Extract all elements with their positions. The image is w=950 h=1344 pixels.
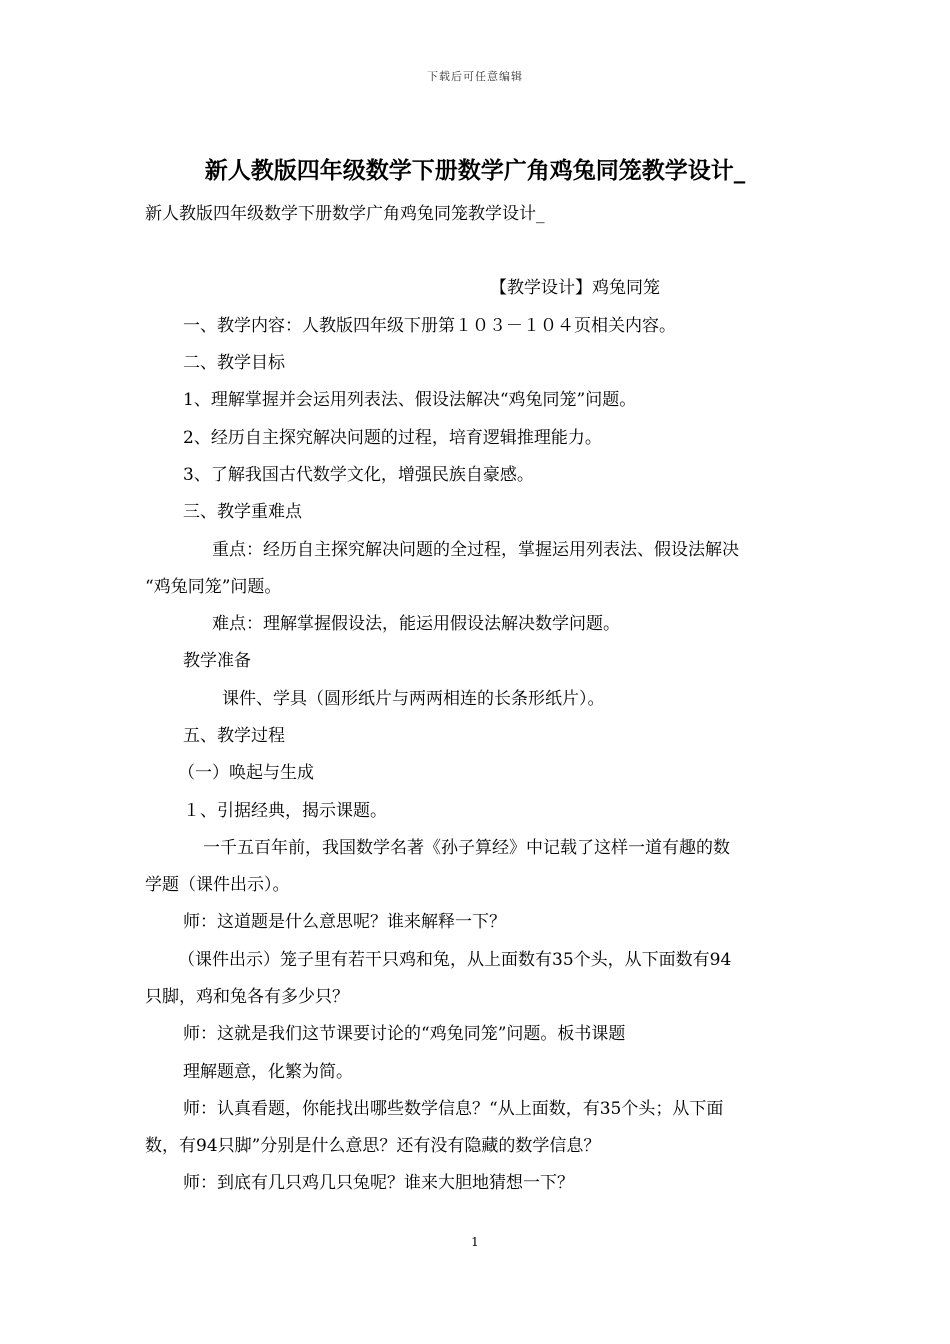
subtitle: 新人教版四年级数学下册数学广角鸡兔同笼教学设计_ — [145, 204, 545, 224]
goals-heading: 二、教学目标 — [183, 353, 285, 373]
difficulty-text: 难点：理解掌握假设法，能运用假设法解决数学问题。 — [212, 614, 620, 634]
download-note: 下载后可任意编辑 — [427, 70, 523, 83]
goal-item-1: 1、理解掌握并会运用列表法、假设法解决“鸡兔同笼”问题。 — [183, 390, 637, 410]
teacher-line-4: 师：到底有几只鸡几只兔呢？谁来大胆地猜想一下？ — [183, 1173, 574, 1193]
problem-line-b: 只脚，鸡和兔各有多少只？ — [145, 987, 349, 1007]
prep-heading: 教学准备 — [183, 651, 251, 671]
problem-line-a: （课件出示）笼子里有若干只鸡和兔，从上面数有35个头，从下面数有94 — [178, 950, 732, 970]
teacher-line-1: 师：这道题是什么意思呢？谁来解释一下？ — [183, 912, 506, 932]
goal-item-2: 2、经历自主探究解决问题的过程，培育逻辑推理能力。 — [183, 428, 602, 448]
content-line: 一、教学内容：人教版四年级下册第１０３－１０４页相关内容。 — [183, 316, 676, 336]
teacher-line-3a: 师：认真看题，你能找出哪些数学信息？“从上面数，有35个头；从下面 — [183, 1099, 724, 1119]
keypoint-text-a: 重点：经历自主探究解决问题的全过程，掌握运用列表法、假设法解决 — [212, 540, 739, 560]
process-heading: 五、教学过程 — [183, 726, 285, 746]
page-number: 1 — [471, 1235, 479, 1249]
step-heading: １、引据经典，揭示课题。 — [183, 801, 387, 821]
teacher-line-3b: 数，有94只脚”分别是什么意思？还有没有隐藏的数学信息？ — [145, 1136, 601, 1156]
section-heading: （一）唤起与生成 — [178, 763, 314, 783]
design-heading: 【教学设计】鸡兔同笼 — [490, 278, 660, 298]
paragraph-line-a: 一千五百年前，我国数学名著《孙子算经》中记载了这样一道有趣的数 — [203, 838, 730, 858]
keypoint-text-b: “鸡兔同笼”问题。 — [145, 577, 282, 597]
goal-item-3: 3、了解我国古代数学文化，增强民族自豪感。 — [183, 465, 534, 485]
document-title: 新人教版四年级数学下册数学广角鸡兔同笼教学设计_ — [204, 158, 746, 184]
understand-line: 理解题意，化繁为简。 — [183, 1062, 353, 1082]
keypoints-heading: 三、教学重难点 — [183, 502, 302, 522]
prep-content: 课件、学具（圆形纸片与两两相连的长条形纸片）。 — [222, 689, 605, 709]
paragraph-line-b: 学题（课件出示）。 — [145, 875, 290, 895]
teacher-line-2: 师：这就是我们这节课要讨论的“鸡兔同笼”问题。板书课题 — [183, 1024, 626, 1044]
